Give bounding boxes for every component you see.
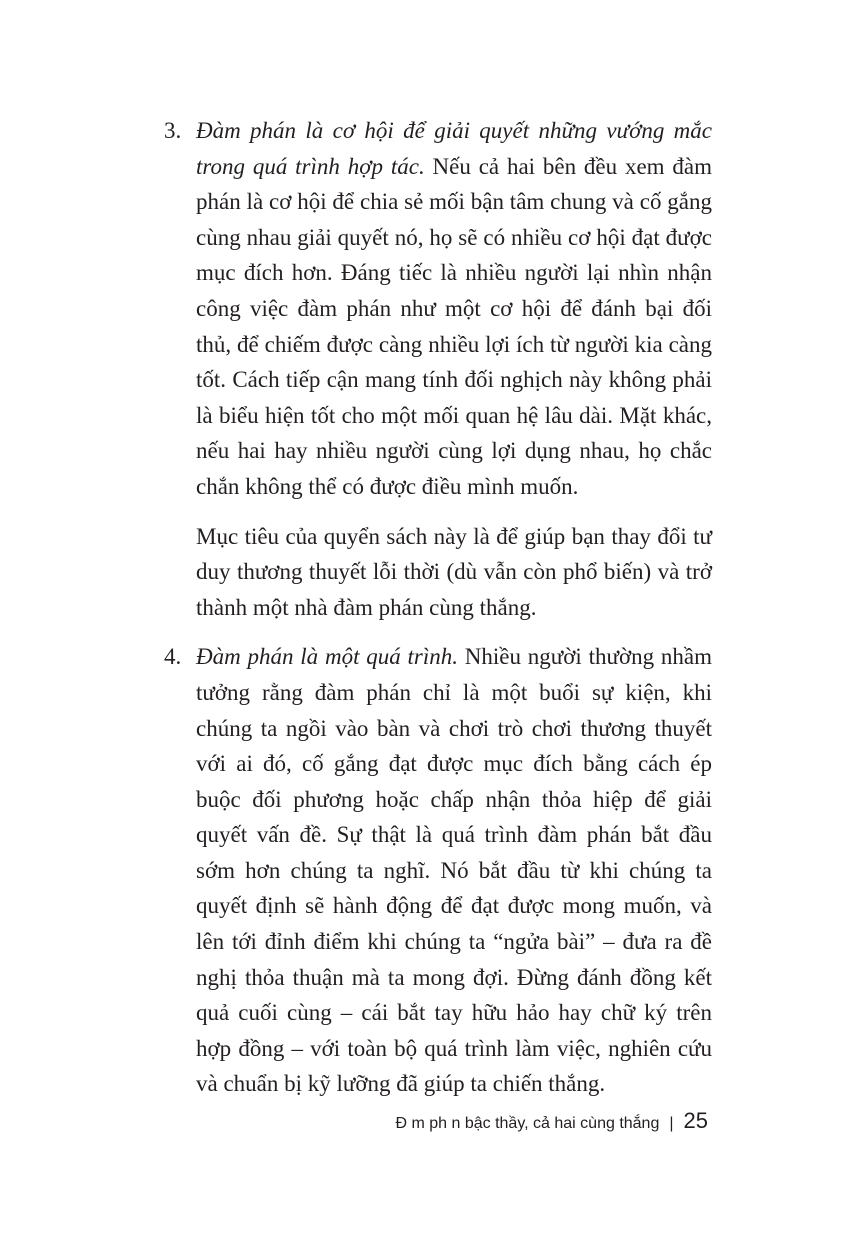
body-paragraph: Mục tiêu của quyển sách này là để giúp bạn thay đổi tư duy thương thuyết lỗi thời (dù vẫn còn phổ biến) và trở thành một nhà đàm phán cùng thắng. <box>196 523 712 620</box>
list-item-4 <box>164 639 712 1102</box>
list-number: 3. <box>164 118 182 143</box>
list-item-3 <box>164 113 712 505</box>
list-item-text: Nếu cả hai bên đều xem đàm phán là cơ hội để chia sẻ mối bận tâm chung và cố gắng cùng nhau giải quyết nó, họ sẽ có nhiều cơ hội đạt được mục đích hơn. Đáng tiếc là nhiều người lại nhìn nhận công việc đàm phán như một cơ hội để đánh bại đối thủ, để chiếm được càng nhiều lợi ích từ người kia càng tốt. Cách tiếp cận mang tính đối nghịch này không phải là biểu hiện tốt cho một mối quan hệ lâu dài. Mặt khác, nếu hai hay nhiều người cùng lợi dụng nhau, họ chắc chắn không thể có được điều mình muốn. <box>196 153 713 499</box>
list-item-body <box>196 113 712 505</box>
list-item-body <box>196 639 712 1102</box>
list-item-lead: Đàm phán là cơ hội để giải quyết những vướng mắc trong quá trình hợp tác. <box>196 118 712 179</box>
page-footer <box>395 1108 708 1134</box>
page-number: 25 <box>683 1108 708 1133</box>
list-item-text: Nhiều người thường nhầm tưởng rằng đàm phán chỉ là một buổi sự kiện, khi chúng ta ngồi vào bàn và chơi trò chơi thương thuyết với ai đó, cố gắng đạt được mục đích bằng cách ép buộc đối phương hoặc chấp nhận thỏa hiệp để giải quyết vấn đề. Sự thật là quá trình đàm phán bắt đầu sớm hơn chúng ta nghĩ. Nó bắt đầu từ khi chúng ta quyết định sẽ hành động để đạt được mong muốn, và lên tới đỉnh điểm khi chúng ta “ngửa bài” – đưa ra đề nghị thỏa thuận mà ta mong đợi. Đừng đánh đồng kết quả cuối cùng – cái bắt tay hữu hảo hay chữ ký trên hợp đồng – với toàn bộ quá trình làm việc, nghiên cứu và chuẩn bị kỹ lưỡng đã giúp ta chiến thắng. <box>196 644 712 1097</box>
running-footer-title: Đ m ph n bậc thầy, cả hai cùng thắng <box>395 1115 660 1132</box>
footer-separator: | <box>669 1115 674 1132</box>
list-number: 4. <box>164 644 182 670</box>
list-item-lead: Đàm phán là một quá trình. <box>196 644 459 670</box>
body-text <box>164 113 712 1102</box>
